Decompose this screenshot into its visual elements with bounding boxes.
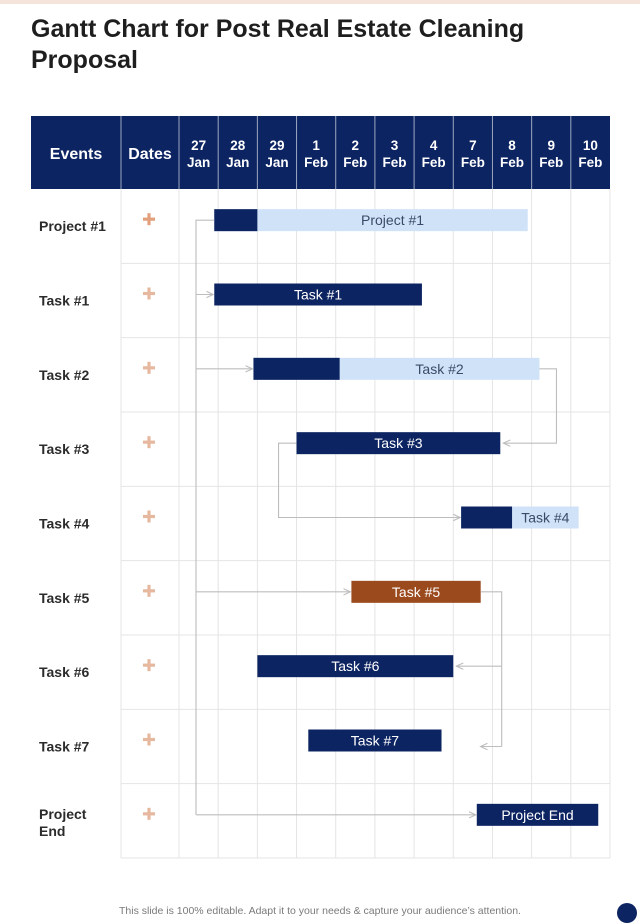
plus-icon [143,511,155,523]
gantt-bar [308,730,441,752]
row-label: Task #7 [39,738,90,755]
page-title: Gantt Chart for Post Real Estate Cleaning Proposal [31,15,525,74]
bar-progress [461,507,512,529]
plus-icon-v [147,213,150,225]
bar-label: Task #2 [415,360,464,377]
header-date-day: 1 [312,138,320,153]
header-date-month: Feb [578,155,603,170]
header-date-day: 2 [351,138,360,153]
header-date-month: Jan [265,155,289,170]
gantt-bar [214,209,527,231]
gantt-bar [461,507,579,529]
plus-icon-v [147,734,150,746]
bar-progress [214,209,257,231]
header-date-month: Feb [421,155,446,170]
row-label: Task #6 [39,664,90,681]
header-date-month: Feb [304,155,329,170]
bar-label: Project #1 [361,212,425,229]
bar-label: Task #3 [374,435,423,452]
row-label: Project [39,805,87,822]
plus-icon [143,585,155,597]
header-dates: Dates [128,146,172,163]
plus-icon-v [147,511,150,523]
gantt-bar [257,655,453,677]
brand-dot [617,903,637,923]
header-date-month: Feb [539,155,564,170]
header-date-day: 10 [582,138,598,153]
row-label: Task #2 [39,366,90,383]
bar-progress [253,358,339,380]
header-date-day: 29 [269,138,285,153]
row-label: Task #3 [39,441,90,458]
header-events: Events [49,146,103,163]
row-label: Task #5 [39,589,90,606]
plus-icon [143,659,155,671]
row-label: Task #4 [39,515,90,532]
header-date-month: Feb [382,155,407,170]
header-date-day: 7 [469,138,477,153]
header-date-day: 27 [191,138,207,153]
header-date-day: 8 [508,138,516,153]
plus-icon [143,436,155,448]
gantt-bar [477,804,598,826]
header-band [31,116,610,189]
header-date-month: Jan [226,155,250,170]
header-date-day: 28 [230,138,246,153]
header-date-day: 4 [429,138,438,153]
plus-icon-v [147,436,150,448]
plus-icon-v [147,585,150,597]
plus-icon-v [147,659,150,671]
plus-icon [143,213,155,225]
dependency-line [481,592,502,747]
dependency-line [196,220,214,815]
bar-label: Task #7 [350,732,400,749]
header-date-month: Jan [186,155,211,170]
bar-label: Task #1 [293,286,343,303]
header-date-month: Feb [343,155,368,170]
bar-label: Project End [501,806,574,823]
row-label: Task #1 [39,292,90,309]
plus-icon [143,734,155,746]
plus-icon [143,288,155,300]
footer-note: This slide is 100% editable. Adapt it to your needs & capture your audience’s attention. [119,905,521,917]
gantt-bar [214,284,422,306]
gantt-bar [351,581,480,603]
bar-label: Task #6 [331,658,380,675]
dependency-arrow [503,369,556,443]
row-label: End [39,822,66,839]
header-date-day: 9 [547,138,555,153]
plus-icon [143,362,155,374]
dependency-arrow [279,443,461,517]
bar-label: Task #5 [391,583,441,600]
row-label: Project #1 [39,218,106,235]
plus-icon-v [147,288,150,300]
gantt-bar [297,432,501,454]
header-date-month: Feb [500,155,525,170]
header-date-day: 3 [390,138,399,153]
plus-icon-v [147,362,150,374]
gantt-bar [253,358,539,380]
plus-icon-v [147,808,150,820]
header-date-month: Feb [460,155,485,170]
plus-icon [143,808,155,820]
bar-label: Task #4 [521,509,570,526]
